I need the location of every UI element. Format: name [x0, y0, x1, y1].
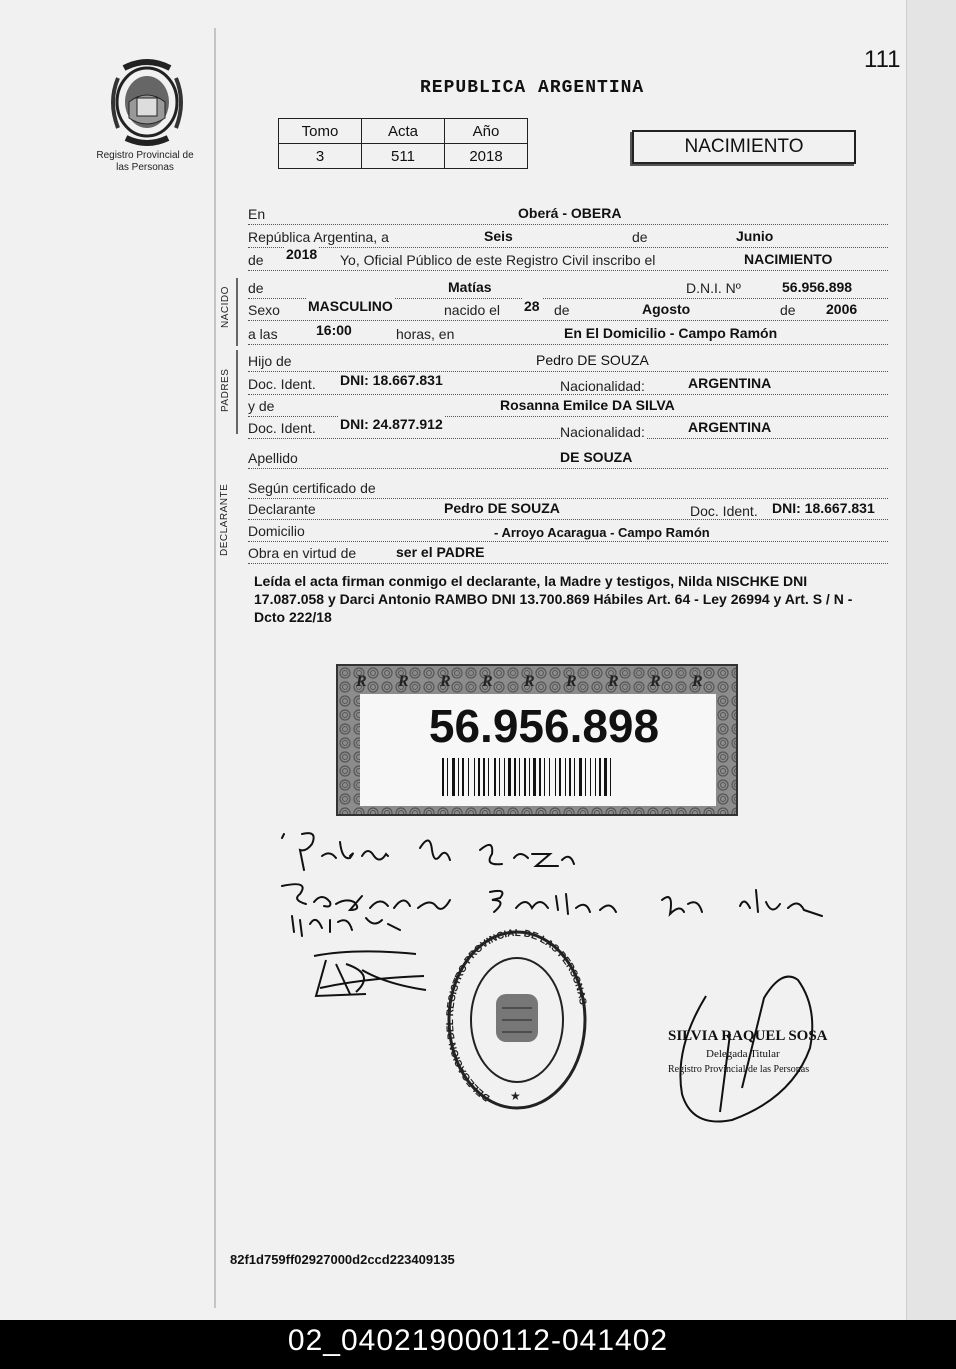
label-de: de [248, 280, 264, 296]
label-obra: Obra en virtud de [248, 545, 357, 561]
date-row [248, 229, 888, 248]
table-header: Tomo [279, 119, 362, 144]
footer-bar [0, 1320, 956, 1369]
father-name-value: Pedro DE SOUZA [536, 352, 649, 368]
reason-value: ser el PADRE [396, 544, 485, 560]
birth-year-value: 2006 [826, 301, 858, 317]
mother-row [248, 398, 888, 417]
dni-label-sticker [336, 664, 738, 816]
declarant-row [248, 501, 888, 520]
surname-row [248, 450, 888, 469]
closing-paragraph: Leída el acta firman conmigo el declarante, la Madre y testigos, Nilda NISCHKE DNI 17.087.058 y Darci Antonio RAMBO DNI 13.700.869 Hábiles Art. 64 - Ley 26994 y Art. S / N - Dcto 222/18 [254, 573, 853, 625]
pattern-r-letter: R [566, 673, 577, 690]
label-doc-ident: Doc. Ident. [248, 376, 316, 392]
address-row [248, 523, 888, 542]
certificate-row [248, 480, 888, 499]
pattern-r-letter: R [482, 673, 493, 690]
side-label-nacido: NACIDO [220, 286, 231, 328]
address-value: - Arroyo Acaragua - Campo Ramón [494, 525, 710, 540]
pattern-r-letter: R [608, 673, 619, 690]
page-edge [906, 0, 956, 1320]
birth-place-value: En El Domicilio - Campo Ramón [564, 325, 778, 341]
year-row [248, 246, 888, 271]
mother-dni-value: DNI: 24.877.912 [340, 416, 443, 432]
pattern-r-letter: R [524, 673, 535, 690]
label-doc-ident: Doc. Ident. [690, 503, 758, 519]
label-nacido-el: nacido el [444, 302, 501, 318]
section-bracket [236, 350, 238, 434]
provincial-coat-of-arms-logo [104, 58, 190, 148]
reason-row [248, 545, 888, 564]
label-a-las: a las [248, 326, 278, 342]
label-nacionalidad: Nacionalidad: [560, 378, 645, 394]
mother-id-row [248, 416, 888, 440]
act-value: NACIMIENTO [744, 251, 833, 267]
time-place-row [248, 322, 888, 345]
label-apellido: Apellido [248, 450, 298, 466]
label-de: de [554, 302, 570, 318]
label-republica: República Argentina, a [248, 229, 389, 245]
year-value: 2018 [286, 246, 318, 262]
place-row [248, 206, 888, 225]
label-de: de [248, 252, 264, 268]
folio-number: 111 [864, 46, 901, 73]
mother-nationality-value: ARGENTINA [688, 419, 772, 435]
pattern-r-letter: R [650, 673, 661, 690]
label-de: de [780, 302, 796, 318]
act-type-box: NACIMIENTO [632, 130, 856, 164]
name-row [248, 280, 888, 299]
titular-role: Delegada Titular [706, 1048, 780, 1060]
pattern-r-letter: R [356, 673, 367, 690]
surname-value: DE SOUZA [560, 449, 633, 465]
registry-name: Registro Provincial de las Personas [96, 150, 194, 173]
handwritten-signatures [270, 820, 850, 940]
table-cell: 3 [279, 144, 362, 169]
table-header: Acta [362, 119, 445, 144]
label-doc-ident: Doc. Ident. [248, 420, 316, 436]
sex-value: MASCULINO [308, 298, 393, 314]
side-label-padres: PADRES [220, 368, 231, 412]
country-title: REPUBLICA ARGENTINA [420, 78, 645, 98]
label-de: de [632, 229, 648, 245]
side-label-declarante: DECLARANTE [219, 483, 230, 556]
star-icon: ★ [510, 1089, 521, 1103]
table-cell: 511 [362, 144, 445, 169]
mother-name-value: Rosanna Emilce DA SILVA [500, 397, 675, 413]
label-hijo-de: Hijo de [248, 353, 292, 369]
father-id-row [248, 372, 888, 395]
label-declarante: Declarante [248, 501, 316, 517]
label-en: En [248, 206, 266, 222]
official-stamp [444, 928, 590, 1114]
child-name-value: Matías [448, 279, 492, 295]
stamp-ring-text: DELEGACION DEL REGISTRO PROVINCIAL DE LAS PERSONAS [445, 928, 588, 1104]
pattern-r-letter: R [692, 673, 703, 690]
titular-name: SILVIA RAQUEL SOSA [668, 1028, 828, 1044]
dni-security-pattern [338, 666, 736, 814]
label-y-de: y de [248, 398, 275, 414]
father-dni-value: DNI: 18.667.831 [340, 372, 443, 388]
dni-label-number: 56.956.898 [428, 700, 660, 752]
day-value: Seis [484, 228, 513, 244]
label-domicilio: Domicilio [248, 523, 305, 539]
birth-day-value: 28 [524, 298, 540, 314]
birth-month-value: Agosto [642, 301, 691, 317]
document-hash: 82f1d759ff02927000d2ccd223409135 [230, 1252, 455, 1267]
pattern-r-letter: R [440, 673, 451, 690]
label-sexo: Sexo [248, 302, 280, 318]
label-dni: D.N.I. Nº [686, 280, 741, 296]
margin-fold-line [214, 28, 216, 1308]
label-nacionalidad: Nacionalidad: [560, 424, 645, 440]
birth-time-value: 16:00 [316, 322, 352, 338]
father-row [248, 353, 888, 372]
label-segun-cert: Según certificado de [248, 480, 376, 496]
month-value: Junio [736, 228, 774, 244]
table-header: Año [445, 119, 528, 144]
sex-birth-row [248, 298, 888, 321]
section-bracket [236, 278, 238, 346]
label-yo-oficial: Yo, Oficial Público de este Registro Civil inscribo el [340, 252, 656, 268]
footer-id: 02_040219000112-041402 [287, 1324, 669, 1357]
dni-value: 56.956.898 [782, 279, 853, 295]
registry-table [278, 118, 528, 169]
titular-org: Registro Provincial de las Personas [668, 1064, 810, 1075]
declarant-dni-value: DNI: 18.667.831 [772, 500, 875, 516]
declarant-name-value: Pedro DE SOUZA [444, 500, 560, 516]
pattern-r-letter: R [398, 673, 409, 690]
father-nationality-value: ARGENTINA [688, 375, 772, 391]
label-horas-en: horas, en [396, 326, 455, 342]
place-value: Oberá - OBERA [518, 205, 622, 221]
table-cell: 2018 [445, 144, 528, 169]
witness-signature [306, 944, 436, 1008]
